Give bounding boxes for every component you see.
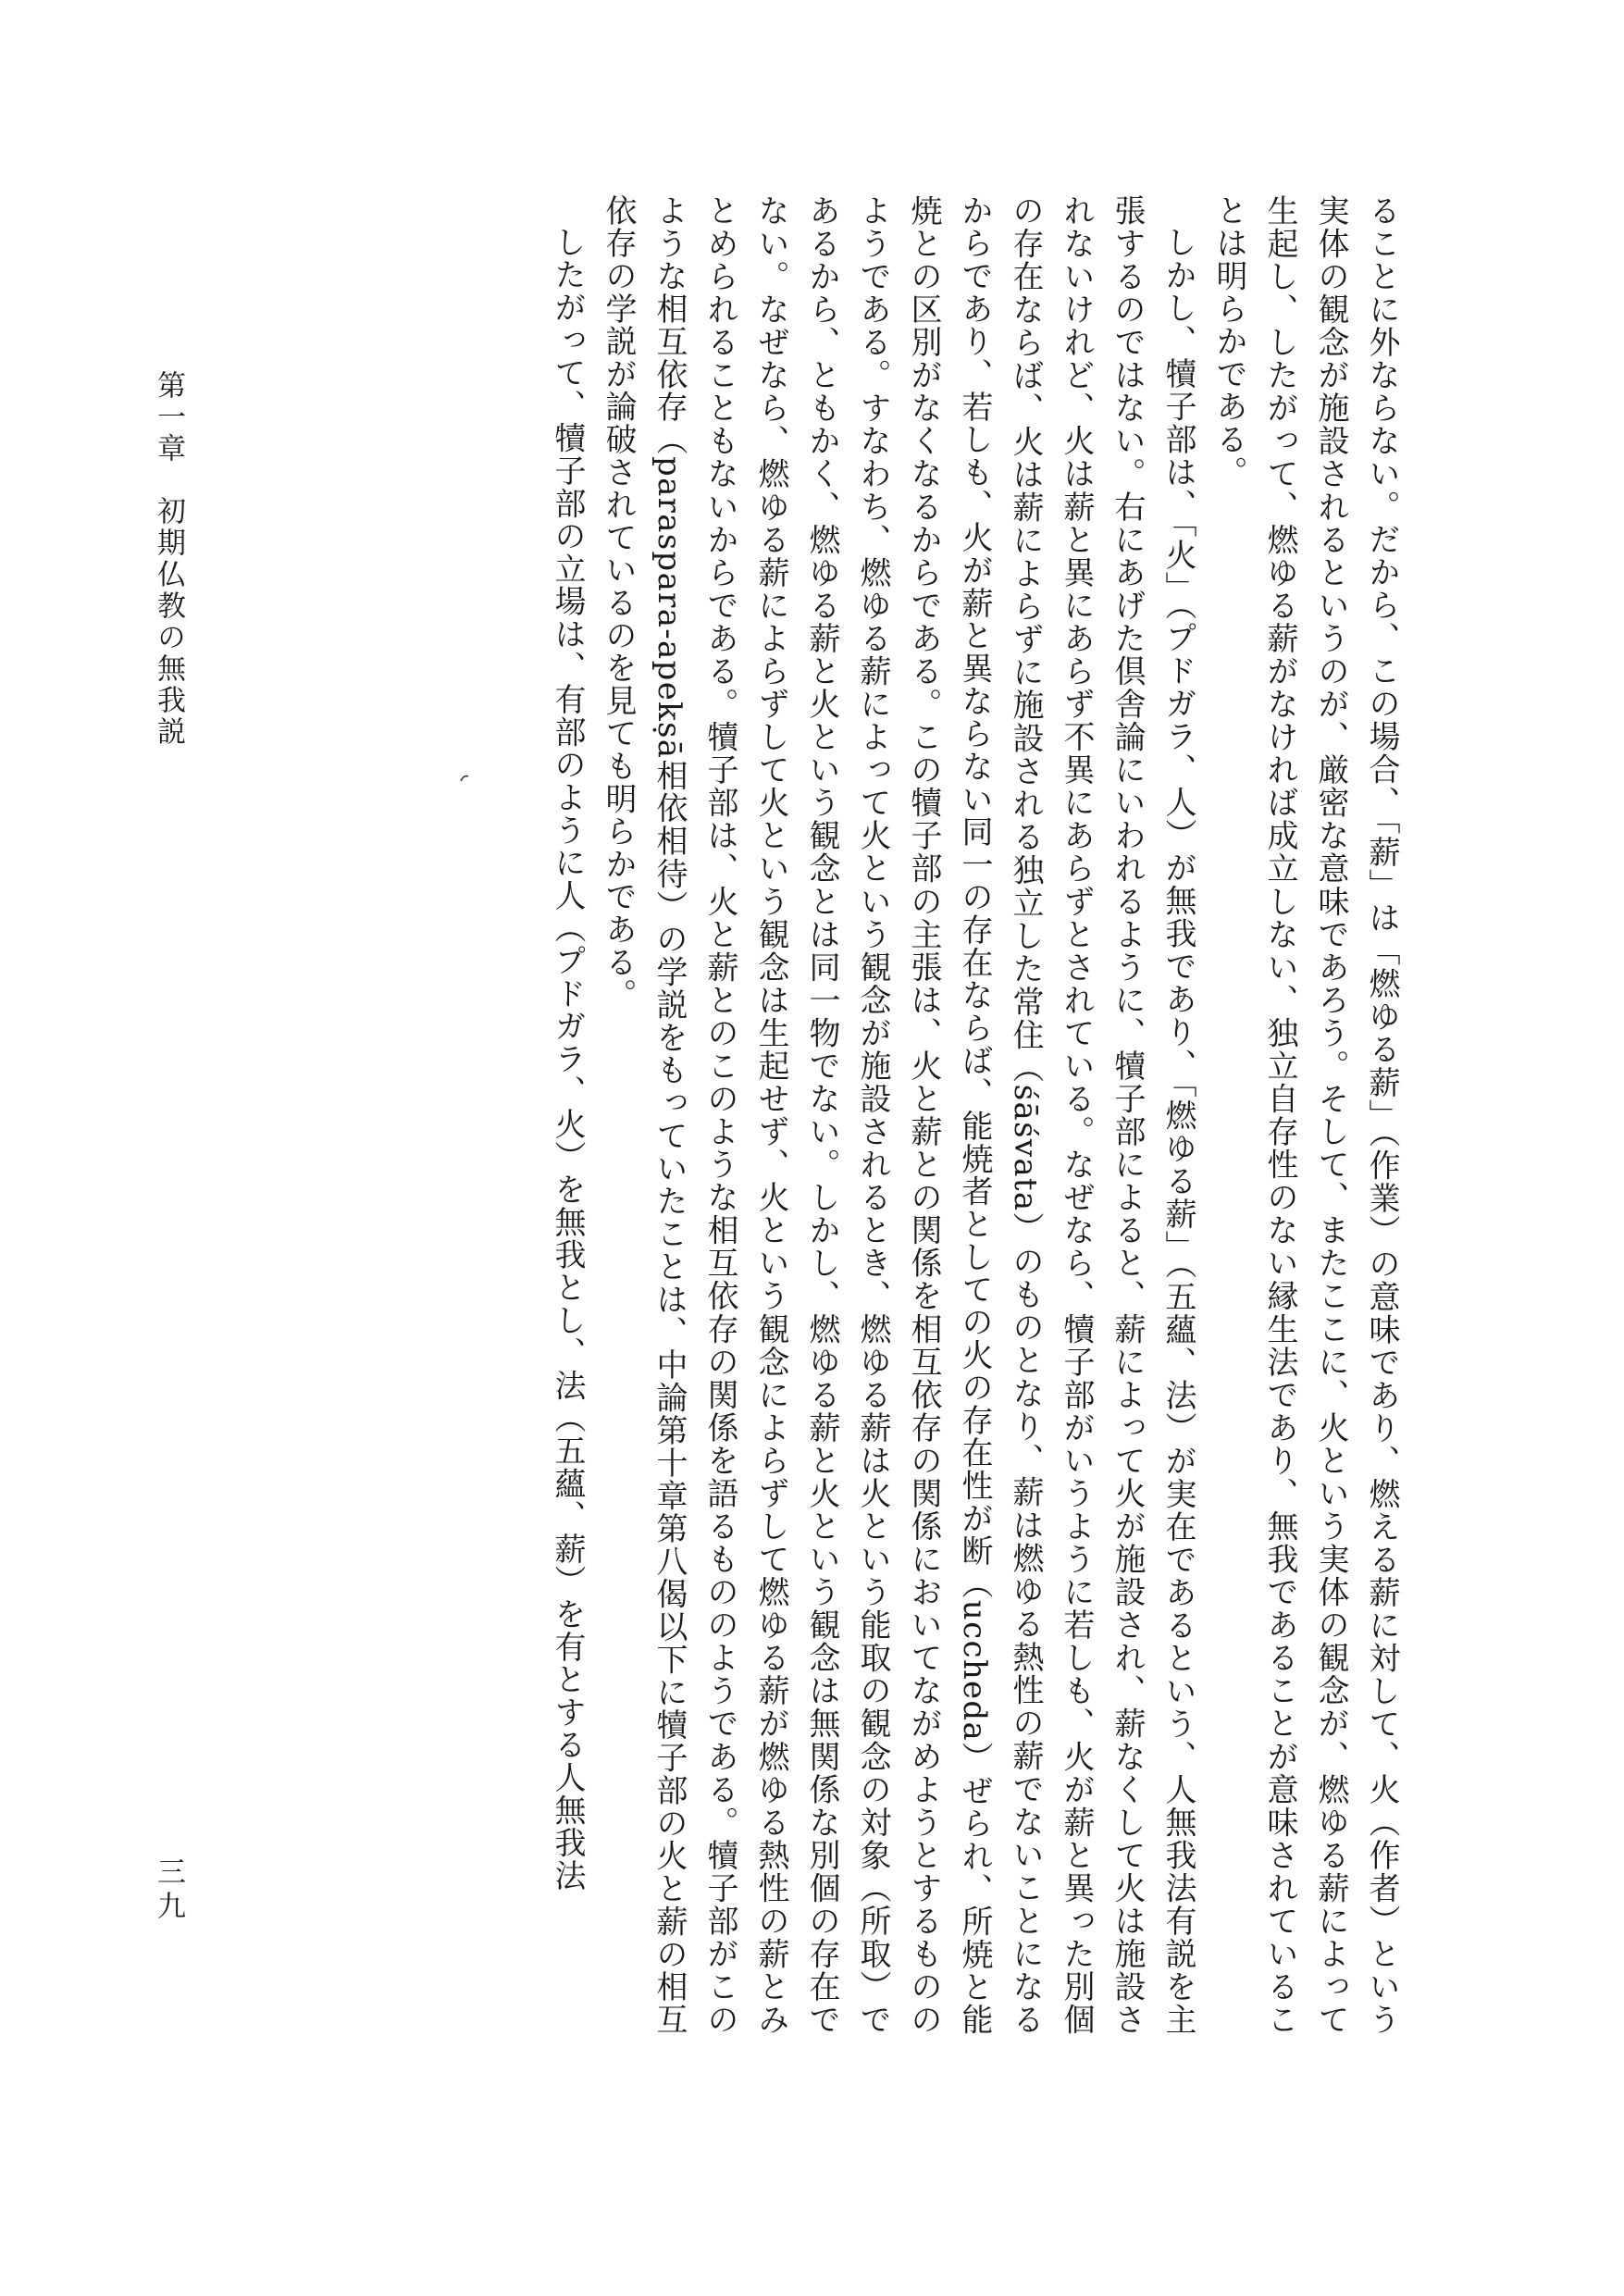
paragraph-2: しかし、犢子部は、「火」（プドガラ、人）が無我であり、「燃ゆる薪」（五蘊、法）が実在であるという、人無我法有説を主張するのではない。右にあげた倶舎論にいわれるように、犢子部によると、薪によって火が施設され、薪なくして火は施設されないけれど、火は薪と異にあらず不異にあらずとされている。なぜなら、犢子部がいうように若しも、火が薪と異った別個の存在ならば、火は薪によらずに施設される独立した常住（śāśvata）のものとなり、薪は燃ゆる熱性の薪でないことになるからであり、若しも、火が薪と異ならない同一の存在ならば、能焼者としての火の存在性が断（uccheda）ぜられ、所焼と能焼との区別がなくなるからである。この犢子部の主張は、火と薪との関係を相互依存の関係においてながめようとするもののようである。すなわち、燃ゆる薪によって火という観念が施設されるとき、燃ゆる薪は火という能取の観念の対象（所取）であるから、ともかく、燃ゆる薪と火という観念とは同一物でない。しかし、燃ゆる薪と火という観念は無関係な別個の存在でない。なぜなら、燃ゆる薪によらずして火という観念は生起せず、火という観念によらずして燃ゆる薪が燃ゆる熱性の薪とみとめられることもないからである。犢子部は、火と薪とのこのような相互依存の関係を語るもののようである。犢子部がこのような相互依存（paraspara-apekṣā相依相待）の学説をもっていたことは、中論第十章第八偈以下に犢子部の火と薪の相互依存の学説が論破されているのを見ても明らかである。 [600,194,1196,2036]
running-head: 第一章 初期仏教の無我説 [152,370,185,748]
paragraph-3: したがって、犢子部の立場は、有部のように人（プドガラ、火）を無我とし、法（五蘊、薪）を有とする人無我法 [549,226,586,1893]
body-text [213,194,1407,2036]
paragraph-1: ることに外ならない。だから、この場合、「薪」は「燃ゆる薪」（作業）の意味であり、燃える薪に対して、火（作者）という実体の観念が施設されるというのが、厳密な意味であろう。そして、またここに、火という実体の観念が、燃ゆる薪によって生起し、したがって、燃ゆる薪がなければ成立しない、独立自存性のない縁生法であり、無我であることが意味されていることは明らかである。 [1210,194,1400,2036]
scan-speck-icon [458,773,471,786]
page-number: 三九 [152,1856,185,1925]
